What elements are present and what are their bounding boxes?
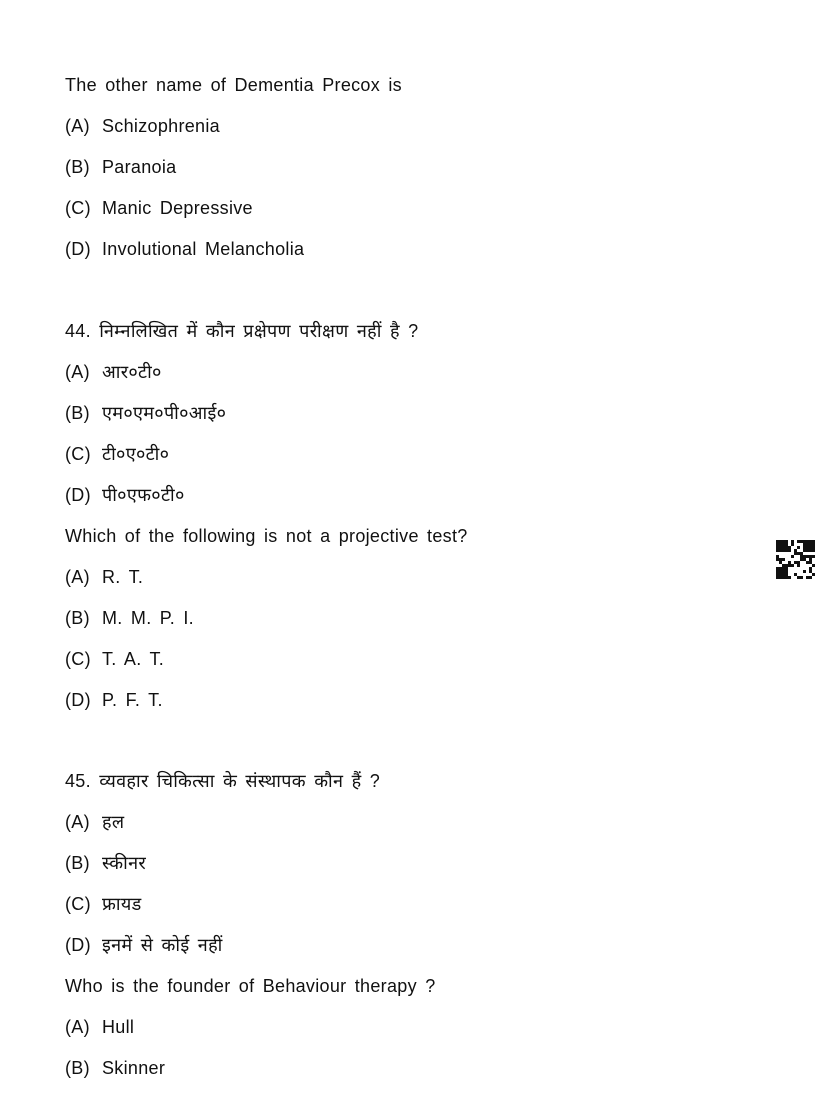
option-line	[65, 1057, 165, 1079]
option-letter: (A)	[65, 1017, 90, 1037]
question-text	[65, 74, 402, 96]
option-line	[65, 934, 223, 956]
option-line	[65, 607, 194, 629]
option-line	[65, 115, 220, 137]
option-text: R. T.	[102, 567, 144, 587]
option-text: Skinner	[102, 1058, 166, 1078]
option-line	[65, 893, 142, 915]
question-text	[65, 525, 468, 547]
option-text: पी०एफ०टी०	[102, 485, 185, 505]
option-letter: (A)	[65, 362, 90, 382]
option-line	[65, 238, 304, 260]
option-line	[65, 689, 163, 711]
option-text: Manic Depressive	[102, 198, 253, 218]
option-letter: (B)	[65, 403, 90, 423]
option-line	[65, 484, 185, 506]
option-text: Involutional Melancholia	[102, 239, 305, 259]
option-line	[65, 156, 176, 178]
option-text: आर०टी०	[102, 362, 162, 382]
option-letter: (D)	[65, 239, 91, 259]
option-text: फ्रायड	[102, 894, 142, 914]
option-text: T. A. T.	[102, 649, 165, 669]
option-text: M. M. P. I.	[102, 608, 194, 628]
option-letter: (A)	[65, 567, 90, 587]
question-stem: Which of the following is not a projective test?	[65, 526, 468, 546]
question-stem: The other name of Dementia Precox is	[65, 75, 402, 95]
option-text: एम०एम०पी०आई०	[102, 403, 227, 423]
option-text: Paranoia	[102, 157, 177, 177]
question-text	[65, 975, 436, 997]
option-letter: (C)	[65, 198, 91, 218]
option-letter: (D)	[65, 690, 91, 710]
question-stem: 45. व्यवहार चिकित्सा के संस्थापक कौन हैं ?	[65, 771, 381, 791]
option-text: टी०ए०टी०	[102, 444, 170, 464]
option-line	[65, 361, 162, 383]
option-line	[65, 402, 226, 424]
option-letter: (B)	[65, 1058, 90, 1078]
option-letter: (A)	[65, 812, 90, 832]
option-line	[65, 443, 169, 465]
option-line	[65, 811, 124, 833]
option-text: हल	[102, 812, 125, 832]
option-letter: (C)	[65, 444, 91, 464]
question-text	[65, 320, 418, 342]
question-text	[65, 770, 380, 792]
option-line	[65, 648, 164, 670]
question-stem: Who is the founder of Behaviour therapy ?	[65, 976, 436, 996]
option-letter: (D)	[65, 485, 91, 505]
option-text: Hull	[102, 1017, 135, 1037]
option-letter: (A)	[65, 116, 90, 136]
option-line	[65, 1016, 134, 1038]
option-letter: (C)	[65, 649, 91, 669]
option-letter: (B)	[65, 853, 90, 873]
option-line	[65, 197, 253, 219]
option-letter: (B)	[65, 608, 90, 628]
option-text: इनमें से कोई नहीं	[102, 935, 223, 955]
option-letter: (C)	[65, 894, 91, 914]
option-letter: (D)	[65, 935, 91, 955]
qr-code-icon	[776, 540, 815, 579]
option-text: स्कीनर	[102, 853, 147, 873]
option-line	[65, 566, 143, 588]
question-stem: 44. निम्नलिखित में कौन प्रक्षेपण परीक्षण नहीं है ?	[65, 321, 419, 341]
option-text: Schizophrenia	[102, 116, 220, 136]
option-letter: (B)	[65, 157, 90, 177]
option-text: P. F. T.	[102, 690, 163, 710]
option-line	[65, 852, 146, 874]
